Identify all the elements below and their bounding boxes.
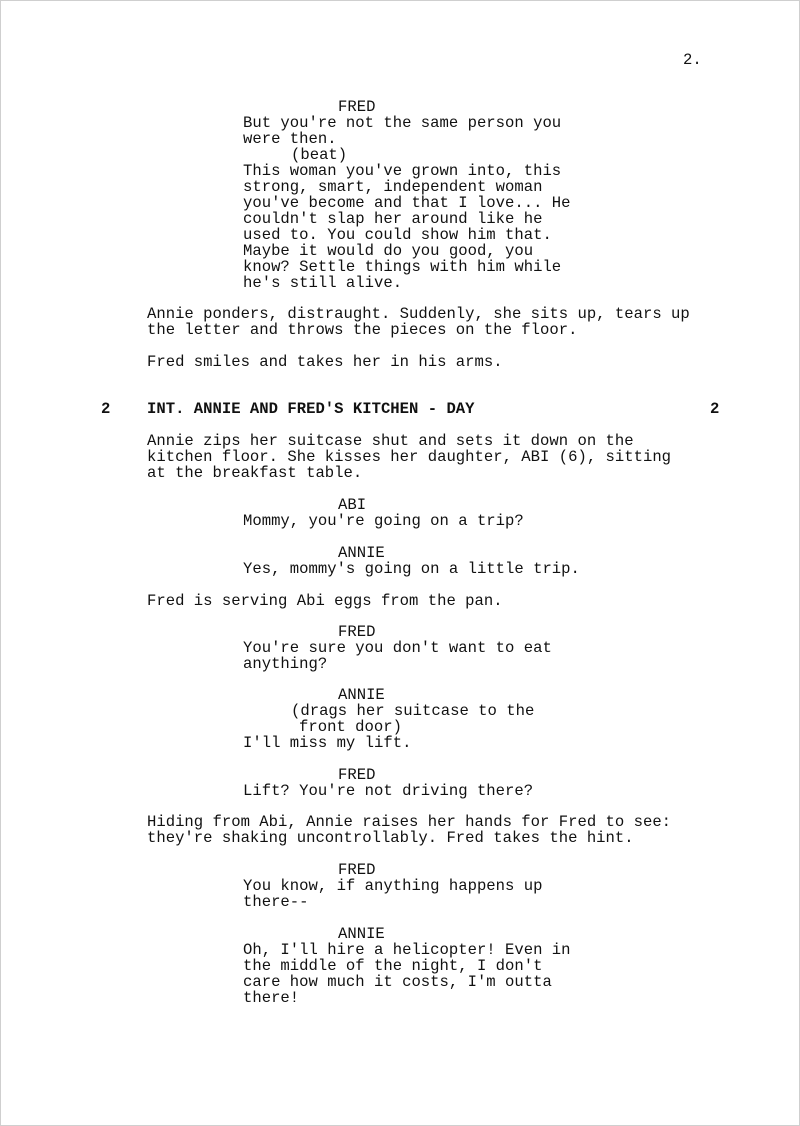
dialogue-line: he's still alive. <box>243 274 403 292</box>
dialogue-line: You know, if anything happens up <box>243 877 543 895</box>
scene-number-right: 2 <box>710 400 720 418</box>
page-number: 2. <box>683 51 702 69</box>
scene-number-left: 2 <box>101 400 111 418</box>
parenthetical: (drags her suitcase to the <box>291 702 535 720</box>
scene-heading: INT. ANNIE AND FRED'S KITCHEN - DAY <box>147 400 475 418</box>
dialogue-line: you've become and that I love... He <box>243 194 571 212</box>
parenthetical: front door) <box>299 718 402 736</box>
dialogue-line: know? Settle things with him while <box>243 258 562 276</box>
dialogue-line: But you're not the same person you <box>243 114 562 132</box>
dialogue-line: Maybe it would do you good, you <box>243 242 534 260</box>
dialogue-line: there-- <box>243 893 309 911</box>
character-name: ANNIE <box>338 925 385 943</box>
character-name: FRED <box>338 98 376 116</box>
action-line: at the breakfast table. <box>147 464 363 482</box>
character-name: ANNIE <box>338 544 385 562</box>
character-name: ANNIE <box>338 686 385 704</box>
character-name: FRED <box>338 623 376 641</box>
dialogue-line: the middle of the night, I don't <box>243 957 543 975</box>
action-line: kitchen floor. She kisses her daughter, ABI (6), sitting <box>147 448 672 466</box>
character-name: FRED <box>338 766 376 784</box>
action-line: Hiding from Abi, Annie raises her hands for Fred to see: <box>147 813 672 831</box>
parenthetical: (beat) <box>291 146 348 164</box>
action-line: Annie ponders, distraught. Suddenly, she sits up, tears up <box>147 305 690 323</box>
dialogue-line: You're sure you don't want to eat <box>243 639 552 657</box>
action-line: they're shaking uncontrollably. Fred takes the hint. <box>147 829 634 847</box>
action-line: Annie zips her suitcase shut and sets it down on the <box>147 432 634 450</box>
dialogue-line: used to. You could show him that. <box>243 226 552 244</box>
dialogue-line: I'll miss my lift. <box>243 734 412 752</box>
character-name: ABI <box>338 496 367 514</box>
dialogue-line: Yes, mommy's going on a little trip. <box>243 560 580 578</box>
dialogue-line: Oh, I'll hire a helicopter! Even in <box>243 941 571 959</box>
action-line: the letter and throws the pieces on the floor. <box>147 321 578 339</box>
dialogue-line: there! <box>243 989 300 1007</box>
dialogue-line: care how much it costs, I'm outta <box>243 973 552 991</box>
action-line: Fred is serving Abi eggs from the pan. <box>147 592 503 610</box>
dialogue-line: Lift? You're not driving there? <box>243 782 534 800</box>
dialogue-line: Mommy, you're going on a trip? <box>243 512 524 530</box>
dialogue-line: couldn't slap her around like he <box>243 210 543 228</box>
action-line: Fred smiles and takes her in his arms. <box>147 353 503 371</box>
character-name: FRED <box>338 861 376 879</box>
dialogue-line: This woman you've grown into, this <box>243 162 562 180</box>
dialogue-line: strong, smart, independent woman <box>243 178 543 196</box>
dialogue-line: were then. <box>243 130 337 148</box>
dialogue-line: anything? <box>243 655 328 673</box>
